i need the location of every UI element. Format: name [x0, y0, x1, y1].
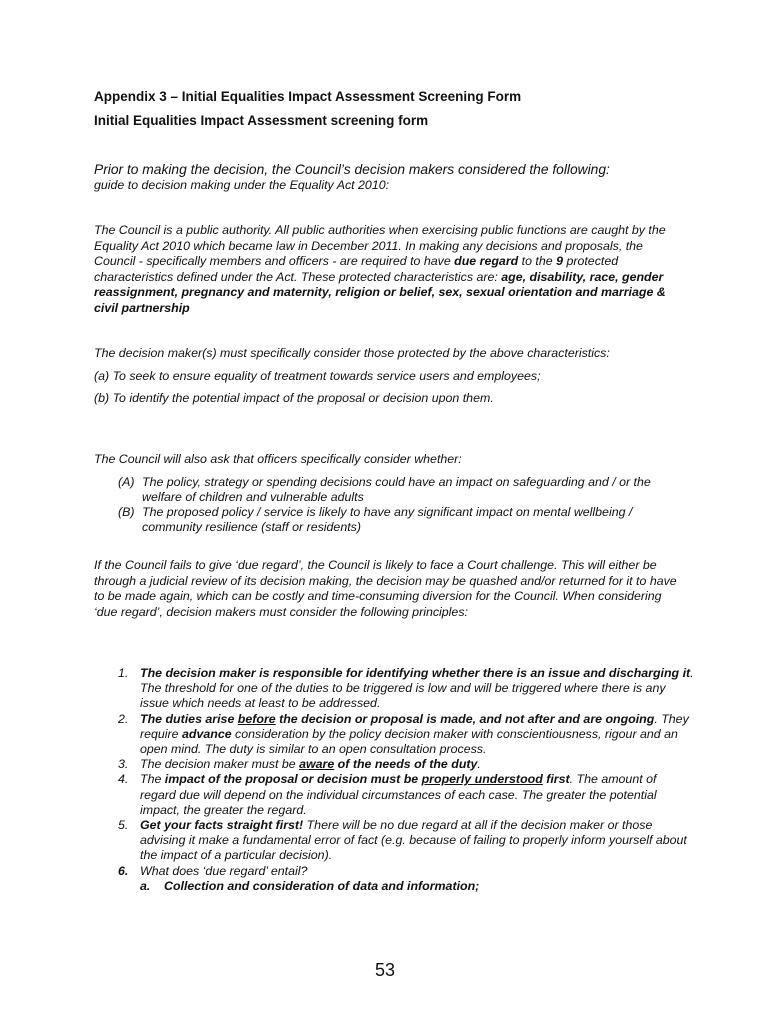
principle-1-text: . The threshold for one of the duties to be triggered is low and will be triggered where there is any issue which needs at least to be addressed. — [140, 666, 694, 711]
aware-underlined: aware — [299, 757, 335, 772]
principle-4-emphasis-1: impact of the proposal or decision must be — [164, 772, 422, 787]
appendix-heading: Appendix 3 – Initial Equalities Impact Assessment Screening Form — [94, 89, 522, 104]
principle-4-text-1: The — [140, 772, 165, 787]
principle-2-text-1: . They require — [140, 711, 689, 741]
officers-point-a — [118, 475, 658, 505]
before-underlined: before — [237, 711, 276, 726]
officers-intro: The Council will also ask that officers specifically consider whether: — [94, 452, 462, 466]
list-number: 4. — [118, 772, 129, 787]
principle-3-emphasis: of the needs of the duty — [334, 757, 478, 772]
list-item — [94, 666, 694, 712]
authority-text-2: to the — [518, 254, 557, 268]
protected-characteristics-list: age, disability, race, gender reassignment, pregnancy and maternity, religion or belief, sex, sexual orientation and marriage & civil partnership — [94, 269, 666, 315]
officers-point-b-label: (B) — [118, 505, 135, 519]
principle-6-subitem — [140, 879, 694, 894]
subitem-label: a. — [140, 878, 151, 893]
advance-emphasis: advance — [182, 726, 232, 741]
decision-maker-intro: The decision maker(s) must specifically consider those protected by the above characteristics: — [94, 346, 610, 360]
list-item — [94, 818, 694, 864]
list-number: 5. — [118, 818, 129, 833]
officers-point-a-text: The policy, strategy or spending decisions could have an impact on safeguarding and / or the welfare of children and vulnerable adults — [142, 475, 651, 504]
intro-lead: Prior to making the decision, the Council’s decision makers considered the following: — [94, 162, 610, 177]
list-item — [94, 757, 694, 772]
decision-maker-block — [94, 346, 684, 407]
principle-2-emphasis-2: the decision or proposal is made, and not after and are ongoing — [275, 711, 655, 726]
principles-list — [94, 666, 694, 894]
principle-4-emphasis-2: first — [542, 772, 570, 787]
authority-text-3: protected characteristics defined under the Act. These protected characteristics are: — [94, 254, 619, 284]
properly-understood-underlined: properly understood — [421, 772, 543, 787]
principle-5-emphasis: Get your facts straight first! — [140, 818, 304, 833]
list-number: 2. — [118, 711, 129, 726]
principle-1-emphasis: The decision maker is responsible for identifying whether there is an issue and discharging it — [140, 666, 691, 680]
list-item — [94, 772, 694, 818]
subitem-text: Collection and consideration of data and information; — [164, 878, 480, 893]
list-item — [94, 712, 694, 758]
principle-3-text-1: The decision maker must be — [140, 757, 300, 772]
officers-point-a-label: (A) — [118, 475, 135, 489]
officers-point-b — [118, 505, 658, 535]
intro-line2: guide to decision making under the Equality Act 2010: — [94, 178, 390, 192]
decision-maker-point-a: (a) To seek to ensure equality of treatment towards service users and employees; — [94, 368, 541, 383]
principle-2-text-2: consideration by the policy decision maker with conscientiousness, rigour and an open mind. The duty is similar to an open consultation process. — [140, 726, 678, 757]
authority-paragraph — [94, 223, 684, 316]
list-item — [94, 864, 694, 894]
list-number: 3. — [118, 757, 129, 772]
principle-3-text-2: . — [477, 757, 481, 772]
principle-5-text: There will be no due regard at all if the decision maker or those advising it make a fundamental error of fact (e.g. because of failing to properly inform yourself about the impact of a particular decision). — [140, 818, 687, 863]
principle-6-text: What does ‘due regard’ entail? — [140, 863, 308, 878]
list-number: 1. — [118, 666, 129, 680]
due-regard-emphasis: due regard — [454, 254, 519, 268]
principle-4-text-2: . The amount of regard due will depend on the individual circumstances of each case. The greater the potential impact, the greater the regard. — [140, 772, 657, 817]
due-regard-paragraph: If the Council fails to give ‘due regard’, the Council is likely to face a Court challenge. This will either be through a judicial review of its decision making, the decision may be quashed and/or returned for it to have to be made again, which can be costly and time-consuming diversion for the Council. When considering ‘due regard’, decision makers must consider the following principles: — [94, 558, 677, 619]
authority-text-1: The Council is a public authority. All public authorities when exercising public functions are caught by the Equality Act 2010 which became law in December 2011. In making any decisions and proposals, the Council - specifically members and officers - are required to have — [94, 223, 666, 268]
form-heading: Initial Equalities Impact Assessment screening form — [94, 113, 429, 128]
decision-maker-point-b: (b) To identify the potential impact of the proposal or decision upon them. — [94, 391, 494, 405]
nine-emphasis: 9 — [556, 254, 564, 268]
principle-2-emphasis-1: The duties arise — [140, 711, 238, 726]
page-number: 53 — [374, 960, 396, 980]
list-number: 6. — [118, 863, 129, 878]
intro-block — [94, 162, 684, 194]
officers-point-b-text: The proposed policy / service is likely to have any significant impact on mental wellbeing / community resilience (staff or residents) — [142, 505, 633, 534]
